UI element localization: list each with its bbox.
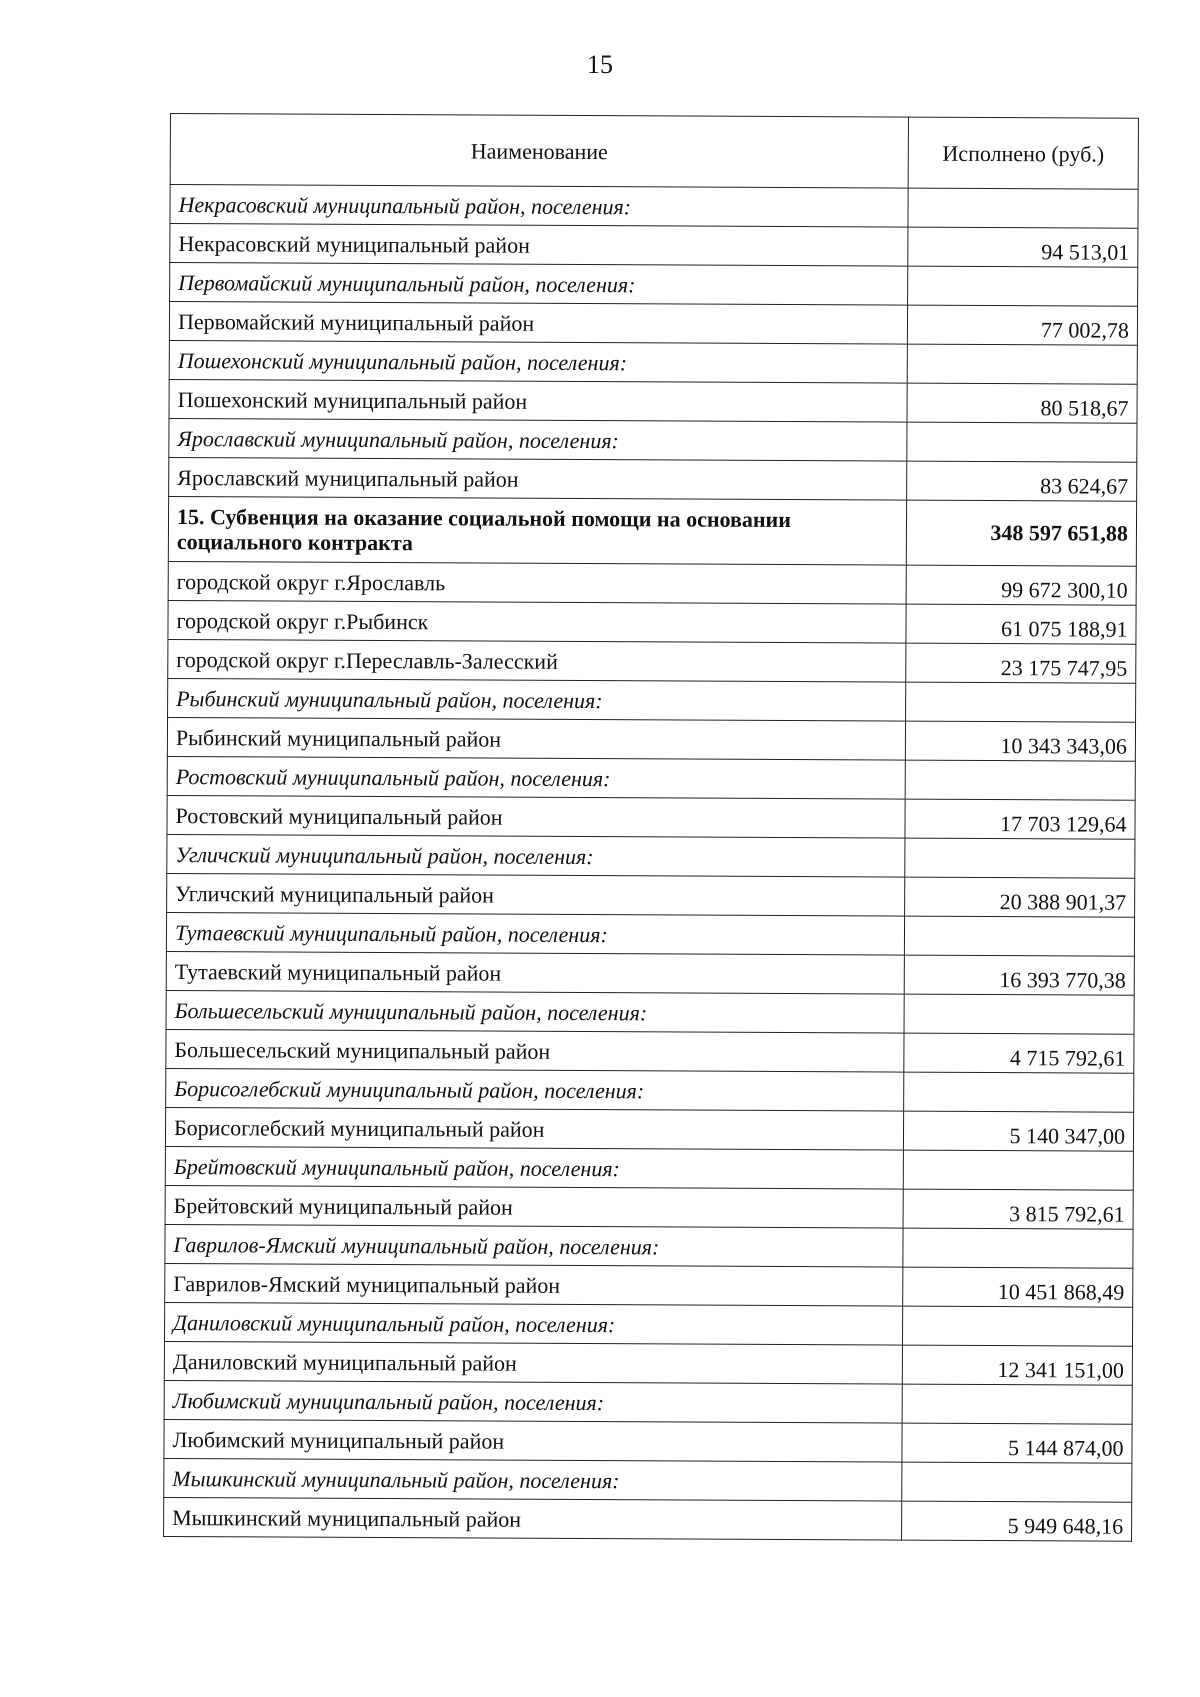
table-row-group-heading <box>167 834 1135 878</box>
table-row <box>166 1029 1134 1073</box>
row-value-cell: 20 388 901,37 <box>905 877 1135 917</box>
table-row-group-heading <box>166 912 1134 956</box>
row-value-cell <box>907 422 1137 462</box>
row-value-cell <box>908 266 1138 306</box>
row-value-cell <box>903 1228 1133 1268</box>
row-name-cell: городской округ г.Рыбинск <box>168 600 906 643</box>
row-value-cell: 4 715 792,61 <box>904 1033 1134 1073</box>
row-name-cell: Брейтовский муниципальный район <box>165 1185 903 1228</box>
table-row <box>167 795 1135 839</box>
row-value-cell <box>904 1072 1134 1112</box>
row-value-cell: 83 624,67 <box>907 461 1137 501</box>
row-name-cell: городской округ г.Переславль-Залесский <box>168 639 906 682</box>
row-value-cell <box>904 994 1134 1034</box>
table-row <box>167 873 1135 917</box>
row-value-cell: 77 002,78 <box>907 305 1137 345</box>
table-row-group-heading <box>166 1068 1134 1112</box>
row-value-cell: 23 175 747,95 <box>906 643 1136 683</box>
row-name-cell: Брейтовский муниципальный район, поселения: <box>165 1146 903 1189</box>
row-value-cell <box>905 838 1135 878</box>
row-name-cell: Даниловский муниципальный район, поселения: <box>164 1302 902 1345</box>
table-row-group-heading <box>169 418 1137 462</box>
row-value-cell <box>907 344 1137 384</box>
table-body <box>164 185 1139 1542</box>
row-name-cell: Ярославский муниципальный район, поселения: <box>169 418 907 461</box>
row-name-cell: Первомайский муниципальный район, поселения: <box>170 263 908 306</box>
row-name-cell: Некрасовский муниципальный район <box>170 224 908 267</box>
table-header-row <box>170 114 1138 190</box>
row-value-cell <box>904 916 1134 956</box>
row-name-cell: Большесельский муниципальный район, поселения: <box>166 990 904 1033</box>
row-name-cell: Некрасовский муниципальный район, поселения: <box>170 185 908 228</box>
row-value-cell: 5 144 874,00 <box>902 1423 1132 1463</box>
table-row-group-heading <box>169 340 1137 384</box>
table-row-group-heading <box>164 1380 1132 1424</box>
row-value-cell: 348 597 651,88 <box>906 500 1136 566</box>
row-name-cell: Ростовский муниципальный район, поселения: <box>167 756 905 799</box>
row-name-cell: Борисоглебский муниципальный район <box>165 1107 903 1150</box>
table-row-group-heading <box>170 263 1138 307</box>
row-name-cell: Тутаевский муниципальный район, поселения: <box>166 912 904 955</box>
table-row <box>170 224 1138 268</box>
table-row-group-heading <box>165 1146 1133 1190</box>
row-name-cell: Рыбинский муниципальный район, поселения: <box>168 678 906 721</box>
row-value-cell: 12 341 151,00 <box>902 1345 1132 1385</box>
row-value-cell <box>902 1384 1132 1424</box>
header-name: Наименование <box>170 114 908 189</box>
row-value-cell: 99 672 300,10 <box>906 565 1136 605</box>
table-row <box>169 302 1137 346</box>
table-row-group-heading <box>164 1302 1132 1346</box>
row-name-cell: Большесельский муниципальный район <box>166 1029 904 1072</box>
row-name-cell: Тутаевский муниципальный район <box>166 951 904 994</box>
row-name-cell: Угличский муниципальный район <box>167 873 905 916</box>
header-value: Исполнено (руб.) <box>908 117 1138 189</box>
row-value-cell: 10 343 343,06 <box>905 721 1135 761</box>
row-name-cell: Любимский муниципальный район, поселения: <box>164 1380 902 1423</box>
table-row <box>168 639 1136 683</box>
row-name-cell: Борисоглебский муниципальный район, поселения: <box>166 1068 904 1111</box>
row-value-cell: 3 815 792,61 <box>903 1189 1133 1229</box>
table-row <box>164 1497 1132 1541</box>
row-value-cell: 16 393 770,38 <box>904 955 1134 995</box>
row-value-cell <box>906 682 1136 722</box>
table-row-group-heading <box>164 1458 1132 1502</box>
table-row <box>165 1185 1133 1229</box>
budget-table <box>163 113 1139 1542</box>
row-name-cell: Пошехонский муниципальный район, поселения: <box>169 340 907 383</box>
row-name-cell: Пошехонский муниципальный район <box>169 379 907 422</box>
row-value-cell: 61 075 188,91 <box>906 604 1136 644</box>
row-value-cell: 5 140 347,00 <box>903 1111 1133 1151</box>
table-row <box>169 379 1137 423</box>
row-value-cell: 17 703 129,64 <box>905 799 1135 839</box>
table-row <box>164 1341 1132 1385</box>
row-name-cell: городской округ г.Ярославль <box>168 561 906 604</box>
row-name-cell: Гаврилов-Ямский муниципальный район <box>165 1263 903 1306</box>
table-row <box>164 1419 1132 1463</box>
row-name-cell: Рыбинский муниципальный район <box>167 717 905 760</box>
table-row-group-heading <box>165 1224 1133 1268</box>
row-value-cell: 94 513,01 <box>908 227 1138 267</box>
table-row <box>169 457 1137 501</box>
table-row <box>165 1263 1133 1307</box>
row-name-cell: 15. Субвенция на оказание социальной помощи на основании социального контракта <box>168 496 906 565</box>
row-name-cell: Гаврилов-Ямский муниципальный район, поселения: <box>165 1224 903 1267</box>
table-row <box>168 600 1136 644</box>
table-row-group-heading <box>166 990 1134 1034</box>
row-name-cell: Мышкинский муниципальный район <box>164 1497 902 1540</box>
table-row-group-heading <box>167 756 1135 800</box>
row-value-cell <box>905 760 1135 800</box>
row-name-cell: Угличский муниципальный район, поселения: <box>167 834 905 877</box>
table-row <box>166 951 1134 995</box>
row-name-cell: Мышкинский муниципальный район, поселения: <box>164 1458 902 1501</box>
table-row-section-total <box>168 496 1136 566</box>
table-row <box>165 1107 1133 1151</box>
row-value-cell: 80 518,67 <box>907 383 1137 423</box>
row-value-cell <box>903 1150 1133 1190</box>
row-value-cell: 10 451 868,49 <box>903 1267 1133 1307</box>
row-name-cell: Ярославский муниципальный район <box>169 457 907 500</box>
table-row <box>168 561 1136 605</box>
row-name-cell: Ростовский муниципальный район <box>167 795 905 838</box>
row-value-cell <box>908 188 1138 228</box>
row-value-cell <box>902 1306 1132 1346</box>
row-value-cell <box>902 1462 1132 1502</box>
table-row-group-heading <box>170 185 1138 229</box>
table-row <box>167 717 1135 761</box>
row-value-cell: 5 949 648,16 <box>902 1501 1132 1541</box>
table-row-group-heading <box>168 678 1136 722</box>
page-number: 15 <box>587 50 613 79</box>
row-name-cell: Первомайский муниципальный район <box>169 302 907 345</box>
row-name-cell: Любимский муниципальный район <box>164 1419 902 1462</box>
row-name-cell: Даниловский муниципальный район <box>164 1341 902 1384</box>
